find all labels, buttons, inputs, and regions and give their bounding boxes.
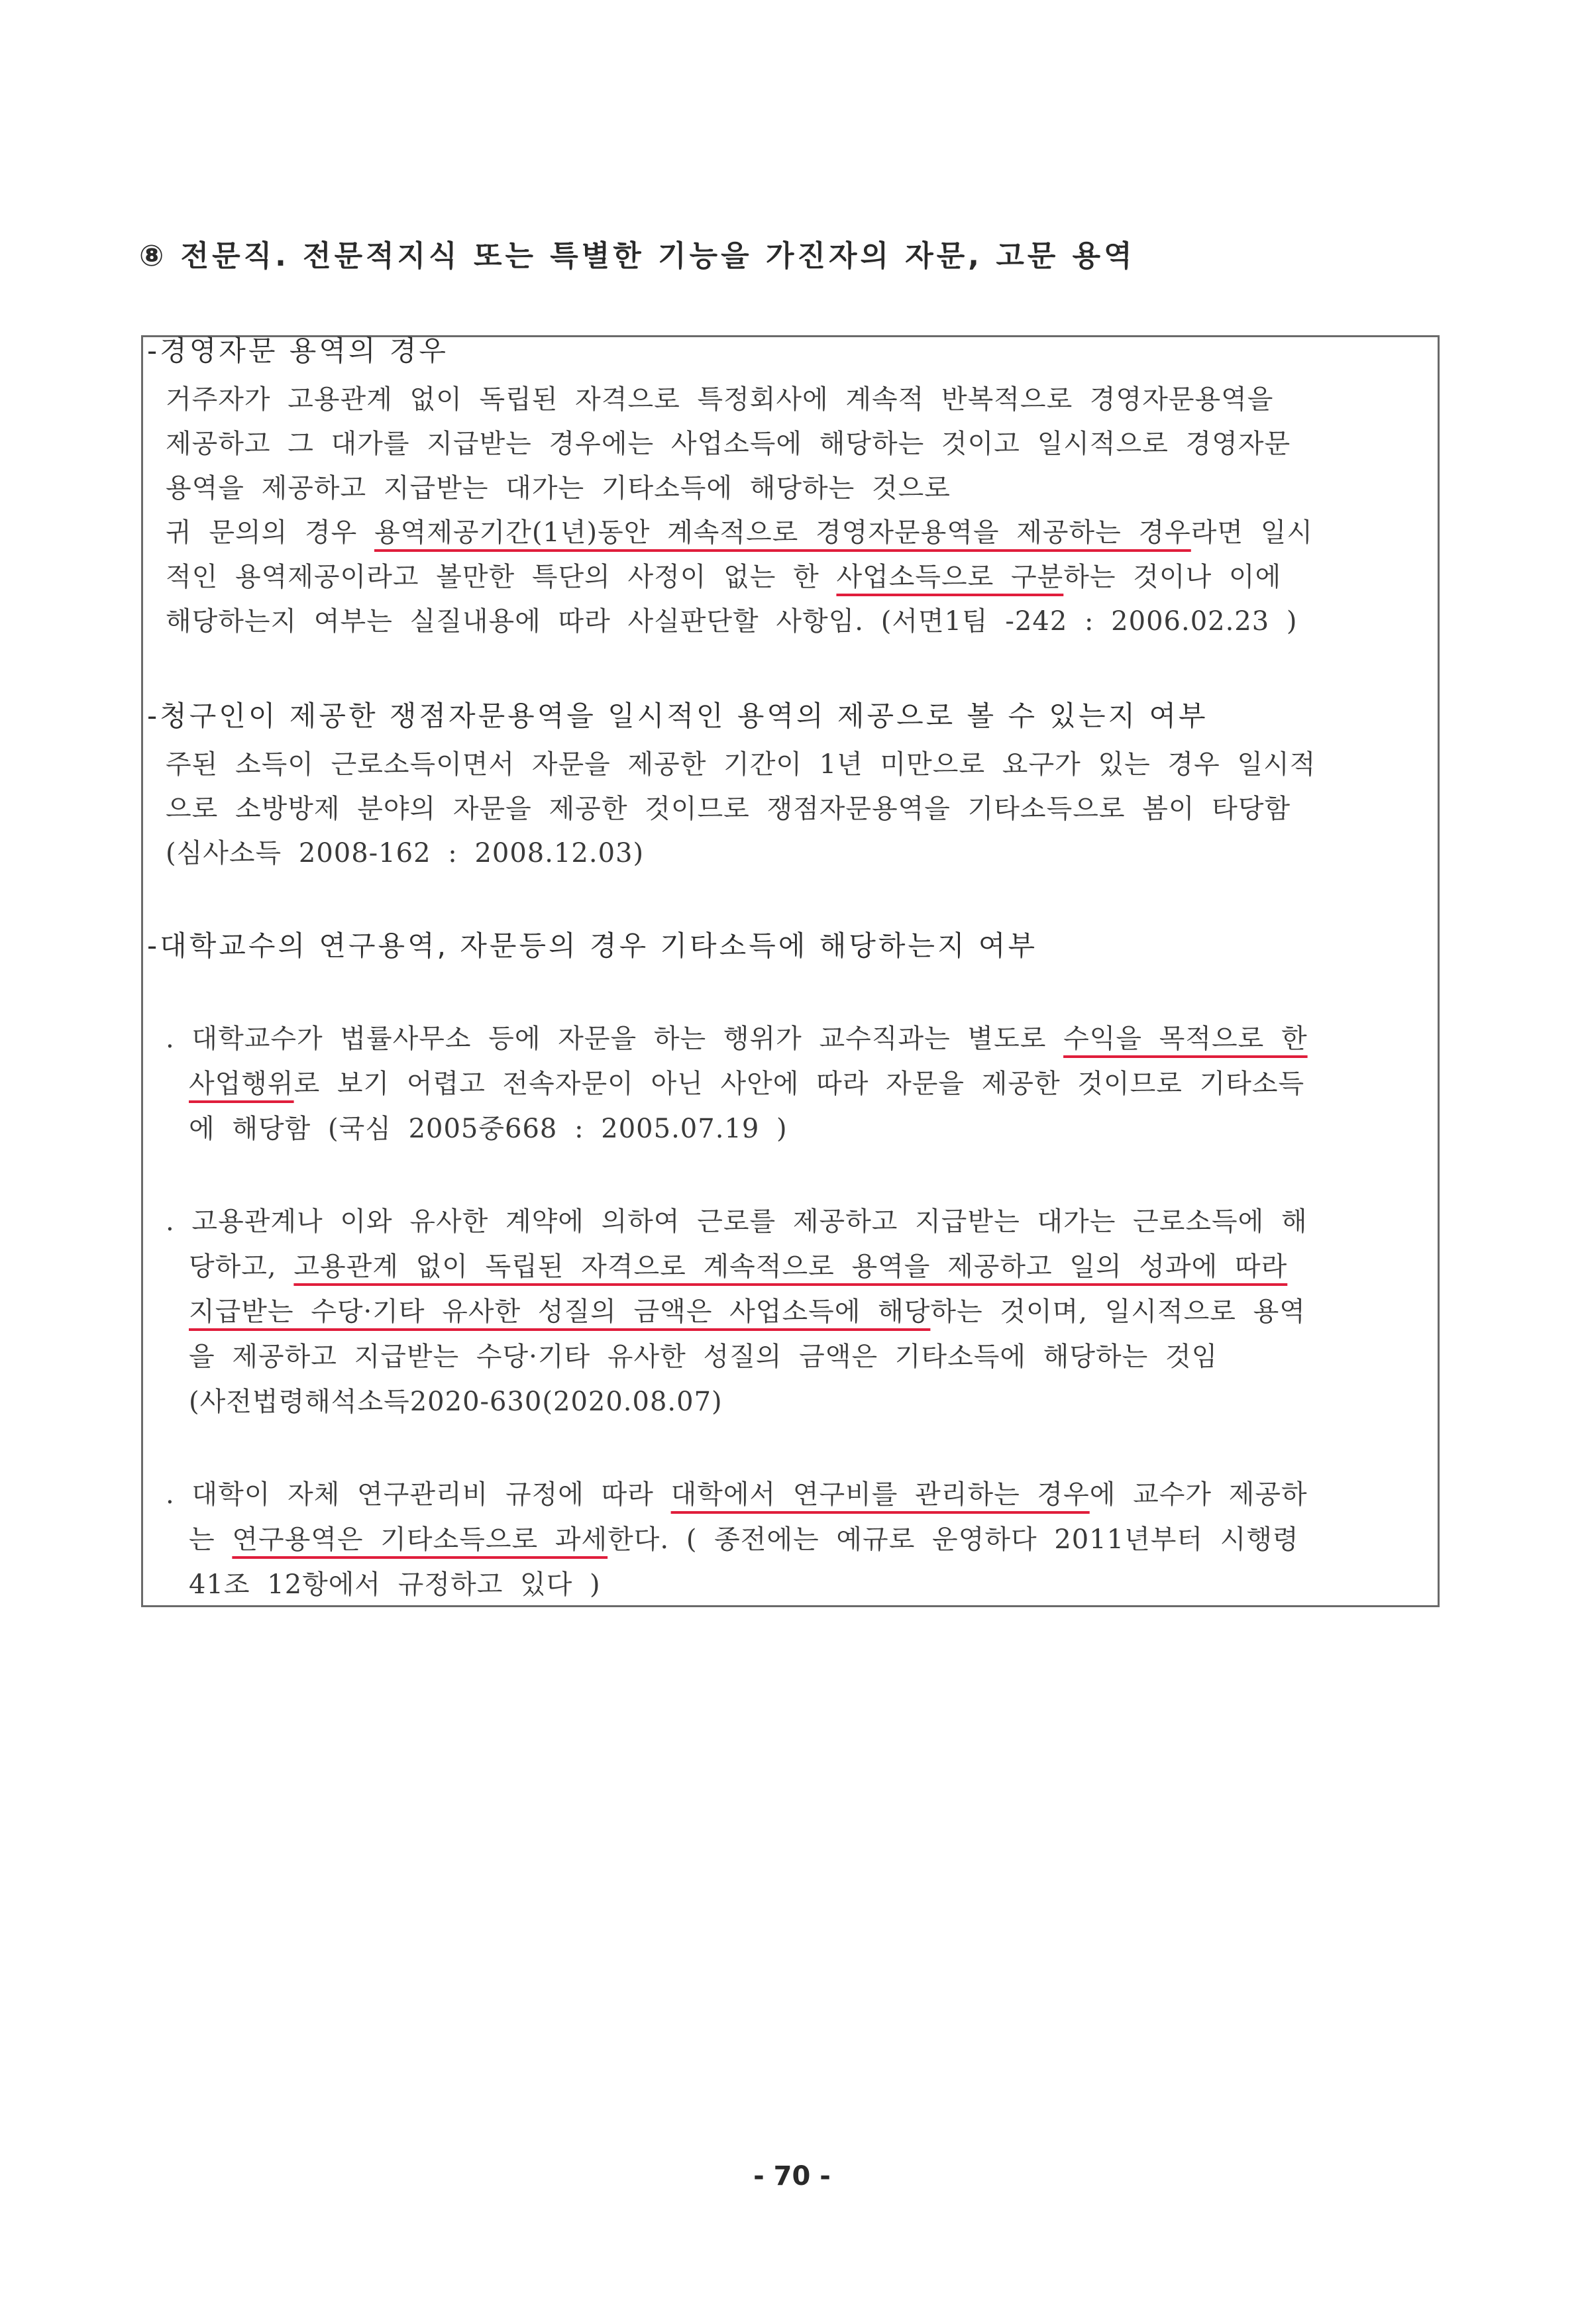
text-run: . 대학이 자체 연구관리비 규정에 따라: [166, 1479, 671, 1510]
underlined-text: 대학에서 연구비를 관리하는 경우: [670, 1479, 1090, 1510]
text-run: 한다. ( 종전에는 예규로 운영하다 2011년부터 시행령: [607, 1524, 1299, 1555]
paragraph-line: 을 제공하고 지급받는 수당·기타 유사한 성질의 금액은 기타소득에 해당하는 것임: [189, 1342, 1218, 1372]
text-run: . 대학교수가 법률사무소 등에 자문을 하는 행위가 교수직과는 별도로: [166, 1024, 1064, 1054]
underlined-text: 지급받는 수당·기타 유사한 성질의 금액은 사업소득에 해당: [189, 1296, 931, 1327]
page-number: - 70 -: [753, 2161, 831, 2192]
paragraph-line: [166, 558, 1281, 596]
text-run: 는: [189, 1524, 233, 1555]
section-title-management-advisory: -경영자문 용역의 경우: [147, 335, 449, 367]
underlined-text: 수익을 목적으로 한: [1063, 1024, 1308, 1054]
paragraph-line: 용역을 제공하고 지급받는 대가는 기타소득에 해당하는 것으로: [166, 473, 951, 503]
paragraph-line: [166, 514, 1313, 551]
paragraph-line: 주된 소득이 근로소득이면서 자문을 제공한 기간이 1년 미만으로 요구가 있는 경우 일시적: [166, 749, 1316, 780]
paragraph-line: [166, 1476, 1308, 1513]
paragraph-line: [166, 1020, 1308, 1057]
paragraph-line: 거주자가 고용관계 없이 독립된 자격으로 특정회사에 계속적 반복적으로 경영자문용역을: [166, 384, 1274, 415]
paragraph-line: [189, 1521, 1299, 1558]
text-run: 에 교수가 제공하: [1089, 1479, 1308, 1510]
paragraph-line: [189, 1293, 1306, 1330]
text-run: 당하고,: [189, 1251, 294, 1282]
text-run: 로 보기 어렵고 전속자문이 아닌 사안에 따라 자문을 제공한 것이므로 기타소득: [293, 1069, 1305, 1099]
paragraph-line: (심사소득 2008-162 : 2008.12.03): [166, 838, 645, 869]
text-run: 적인 용역제공이라고 볼만한 특단의 사정이 없는 한: [166, 562, 837, 592]
paragraph-line: 41조 12항에서 규정하고 있다 ): [189, 1569, 601, 1600]
text-run: 귀 문의의 경우: [166, 517, 374, 548]
text-run: 하는 것이나 이에: [1063, 562, 1282, 592]
underlined-text: 고용관계 없이 독립된 자격으로 계속적으로 용역을 제공하고 일의 성과에 따라: [293, 1251, 1288, 1282]
underlined-text: 사업소득으로 구분: [836, 562, 1064, 592]
text-run: 라면 일시: [1190, 517, 1314, 548]
paragraph-line: . 고용관계나 이와 유사한 계약에 의하여 근로를 제공하고 지급받는 대가는 근로소득에 해: [166, 1206, 1308, 1237]
paragraph-line: 으로 소방방제 분야의 자문을 제공한 것이므로 쟁점자문용역을 기타소득으로 봄이 타당함: [166, 794, 1291, 824]
text-run: 하는 것이며, 일시적으로 용역: [930, 1296, 1306, 1327]
underlined-text: 사업행위: [189, 1069, 294, 1099]
paragraph-line: 제공하고 그 대가를 지급받는 경우에는 사업소득에 해당하는 것이고 일시적으로 경영자문: [166, 429, 1291, 459]
section-title-professor-research: -대학교수의 연구용역, 자문등의 경우 기타소득에 해당하는지 여부: [147, 929, 1038, 962]
paragraph-line: [189, 1065, 1304, 1102]
section-title-claimant-advisory: -청구인이 제공한 쟁점자문용역을 일시적인 용역의 제공으로 볼 수 있는지 여부: [147, 700, 1208, 732]
underlined-text: 용역제공기간(1년)동안 계속적으로 경영자문용역을 제공하는 경우: [374, 517, 1191, 548]
paragraph-line: (사전법령해석소득2020-630(2020.08.07): [189, 1387, 723, 1417]
section-heading: ⑧ 전문직. 전문적지식 또는 특별한 기능을 가진자의 자문, 고문 용역: [139, 239, 1135, 273]
underlined-text: 연구용역은 기타소득으로 과세: [232, 1524, 608, 1555]
paragraph-line: 해당하는지 여부는 실질내용에 따라 사실판단할 사항임. (서면1팀 -242 : 2006.02.23 ): [166, 606, 1298, 637]
paragraph-line: 에 해당함 (국심 2005중668 : 2005.07.19 ): [189, 1114, 788, 1144]
paragraph-line: [189, 1248, 1287, 1285]
